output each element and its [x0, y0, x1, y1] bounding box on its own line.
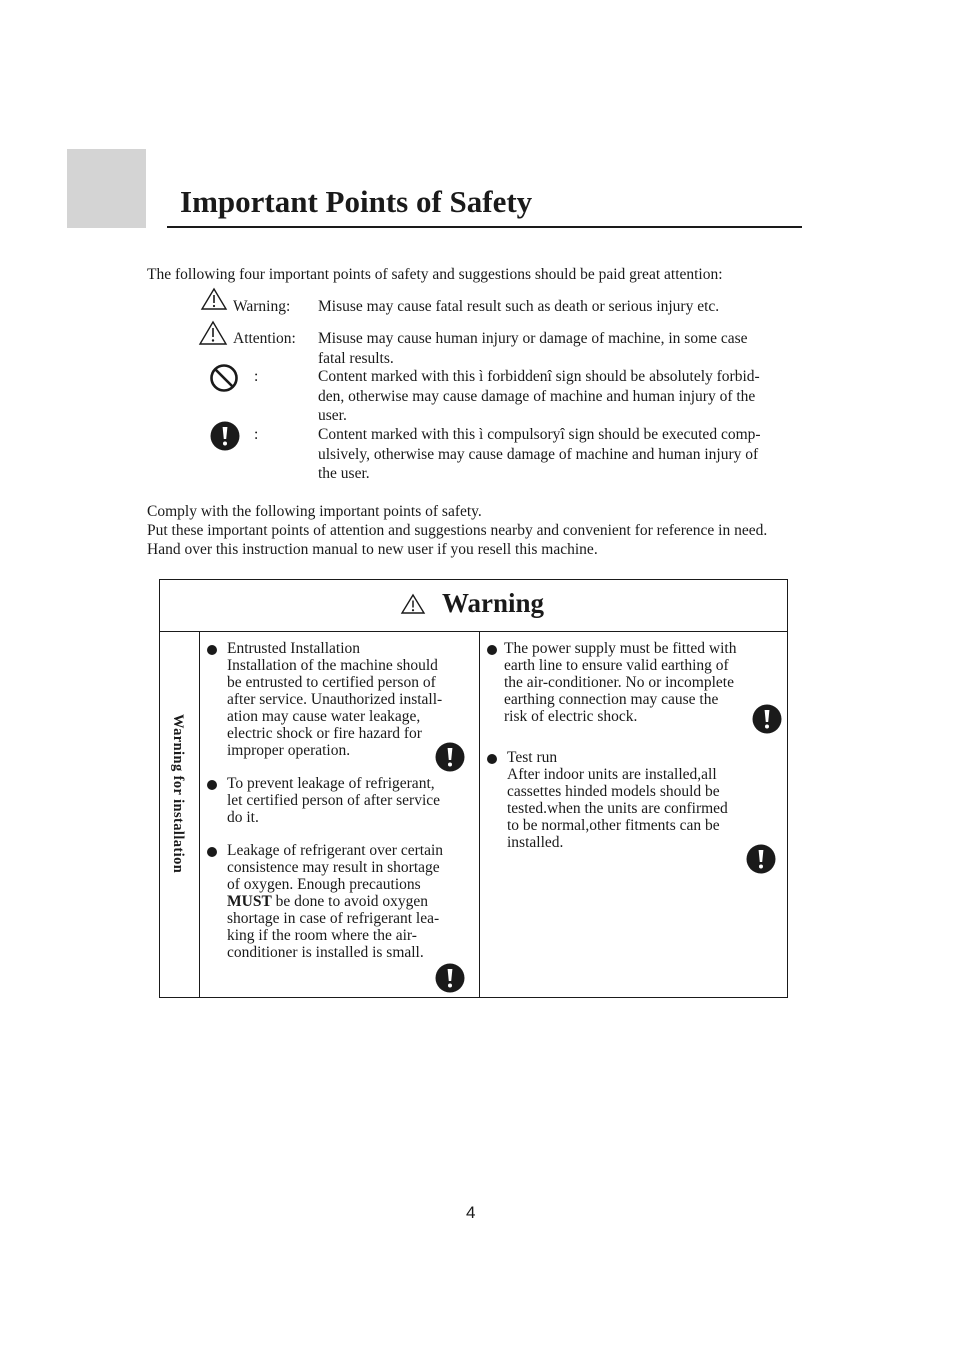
left-column — [200, 632, 480, 997]
bullet-icon — [207, 645, 217, 655]
compulsory-icon — [746, 844, 776, 874]
side-column — [160, 632, 200, 997]
forbidden-icon — [209, 363, 239, 393]
list-item — [200, 842, 479, 967]
compulsory-icon — [435, 963, 465, 993]
legend-warning — [197, 287, 807, 315]
legend-label: Warning: — [233, 298, 291, 315]
legend-desc: Content marked with this ì forbiddenî sign should be absolutely forbid- den, otherwise may cause damage of machine and human injury of the user. — [318, 368, 760, 424]
legend-label: Attention: — [233, 330, 296, 347]
item-text: Test run After indoor units are installed,all cassettes hinded models should be tested.when the units are confirmed to be normal,other fitments can be installed. — [507, 749, 728, 851]
page-number: 4 — [466, 1203, 476, 1222]
page-title: Important Points of Safety — [180, 184, 533, 219]
bullet-icon — [207, 847, 217, 857]
bullet-icon — [487, 645, 497, 655]
warning-heading: Warning — [442, 588, 545, 618]
legend-compulsory — [197, 425, 807, 485]
item-text: The power supply must be fitted with earth line to ensure valid earthing of the air-conditioner. No or incomplete earthing connection may cause the risk of electric shock. — [504, 640, 737, 725]
comply-line: Put these important points of attention and suggestions nearby and convenient for reference in need. — [147, 522, 768, 540]
legend-label: : — [254, 368, 259, 385]
comply-line: Comply with the following important points of safety. — [147, 503, 482, 520]
compulsory-icon — [752, 704, 782, 734]
intro-text: The following four important points of safety and suggestions should be paid great attention: — [147, 266, 723, 283]
bullet-icon — [487, 754, 497, 764]
warning-triangle-icon — [198, 320, 228, 346]
legend-desc: Content marked with this ì compulsoryî sign should be executed comp- ulsively, otherwise may cause damage of machine and human injury of the user. — [318, 426, 761, 482]
warning-box — [159, 579, 788, 998]
title-underline — [167, 226, 802, 228]
bullet-icon — [207, 780, 217, 790]
legend-desc: Misuse may cause fatal result such as death or serious injury etc. — [318, 298, 720, 315]
right-column — [480, 632, 787, 997]
legend-forbidden — [197, 367, 807, 427]
comply-instructions — [147, 502, 767, 560]
item-text: To prevent leakage of refrigerant, let certified person of after service do it. — [227, 775, 441, 826]
item-text: Leakage of refrigerant over certain consistence may result in shortage of oxygen. Enough precautions MUST be done to avoid oxygen shortage in case of refrigerant lea- king if the room where the air- conditioner is installed is small. — [227, 842, 444, 961]
compulsory-icon — [210, 421, 240, 451]
list-item — [480, 640, 787, 730]
section-marker-box — [67, 149, 146, 228]
list-item — [480, 749, 787, 859]
warning-triangle-icon — [200, 287, 228, 311]
item-text: Entrusted Installation Installation of the machine should be entrusted to certified person of after service. Unauthorized install- ation may cause water leakage, electric shock or fire hazard for improper operation. — [227, 640, 443, 759]
warning-triangle-icon — [400, 593, 426, 615]
warning-header — [160, 580, 787, 632]
legend-label: : — [254, 426, 259, 443]
must-emphasis: MUST — [227, 893, 272, 910]
side-label: Warning for installation — [170, 714, 186, 874]
comply-line: Hand over this instruction manual to new user if you resell this machine. — [147, 541, 598, 559]
legend-desc: Misuse may cause human injury or damage of machine, in some case fatal results. — [318, 330, 748, 367]
legend-attention — [197, 319, 807, 367]
list-item — [200, 775, 479, 830]
compulsory-icon — [435, 742, 465, 772]
